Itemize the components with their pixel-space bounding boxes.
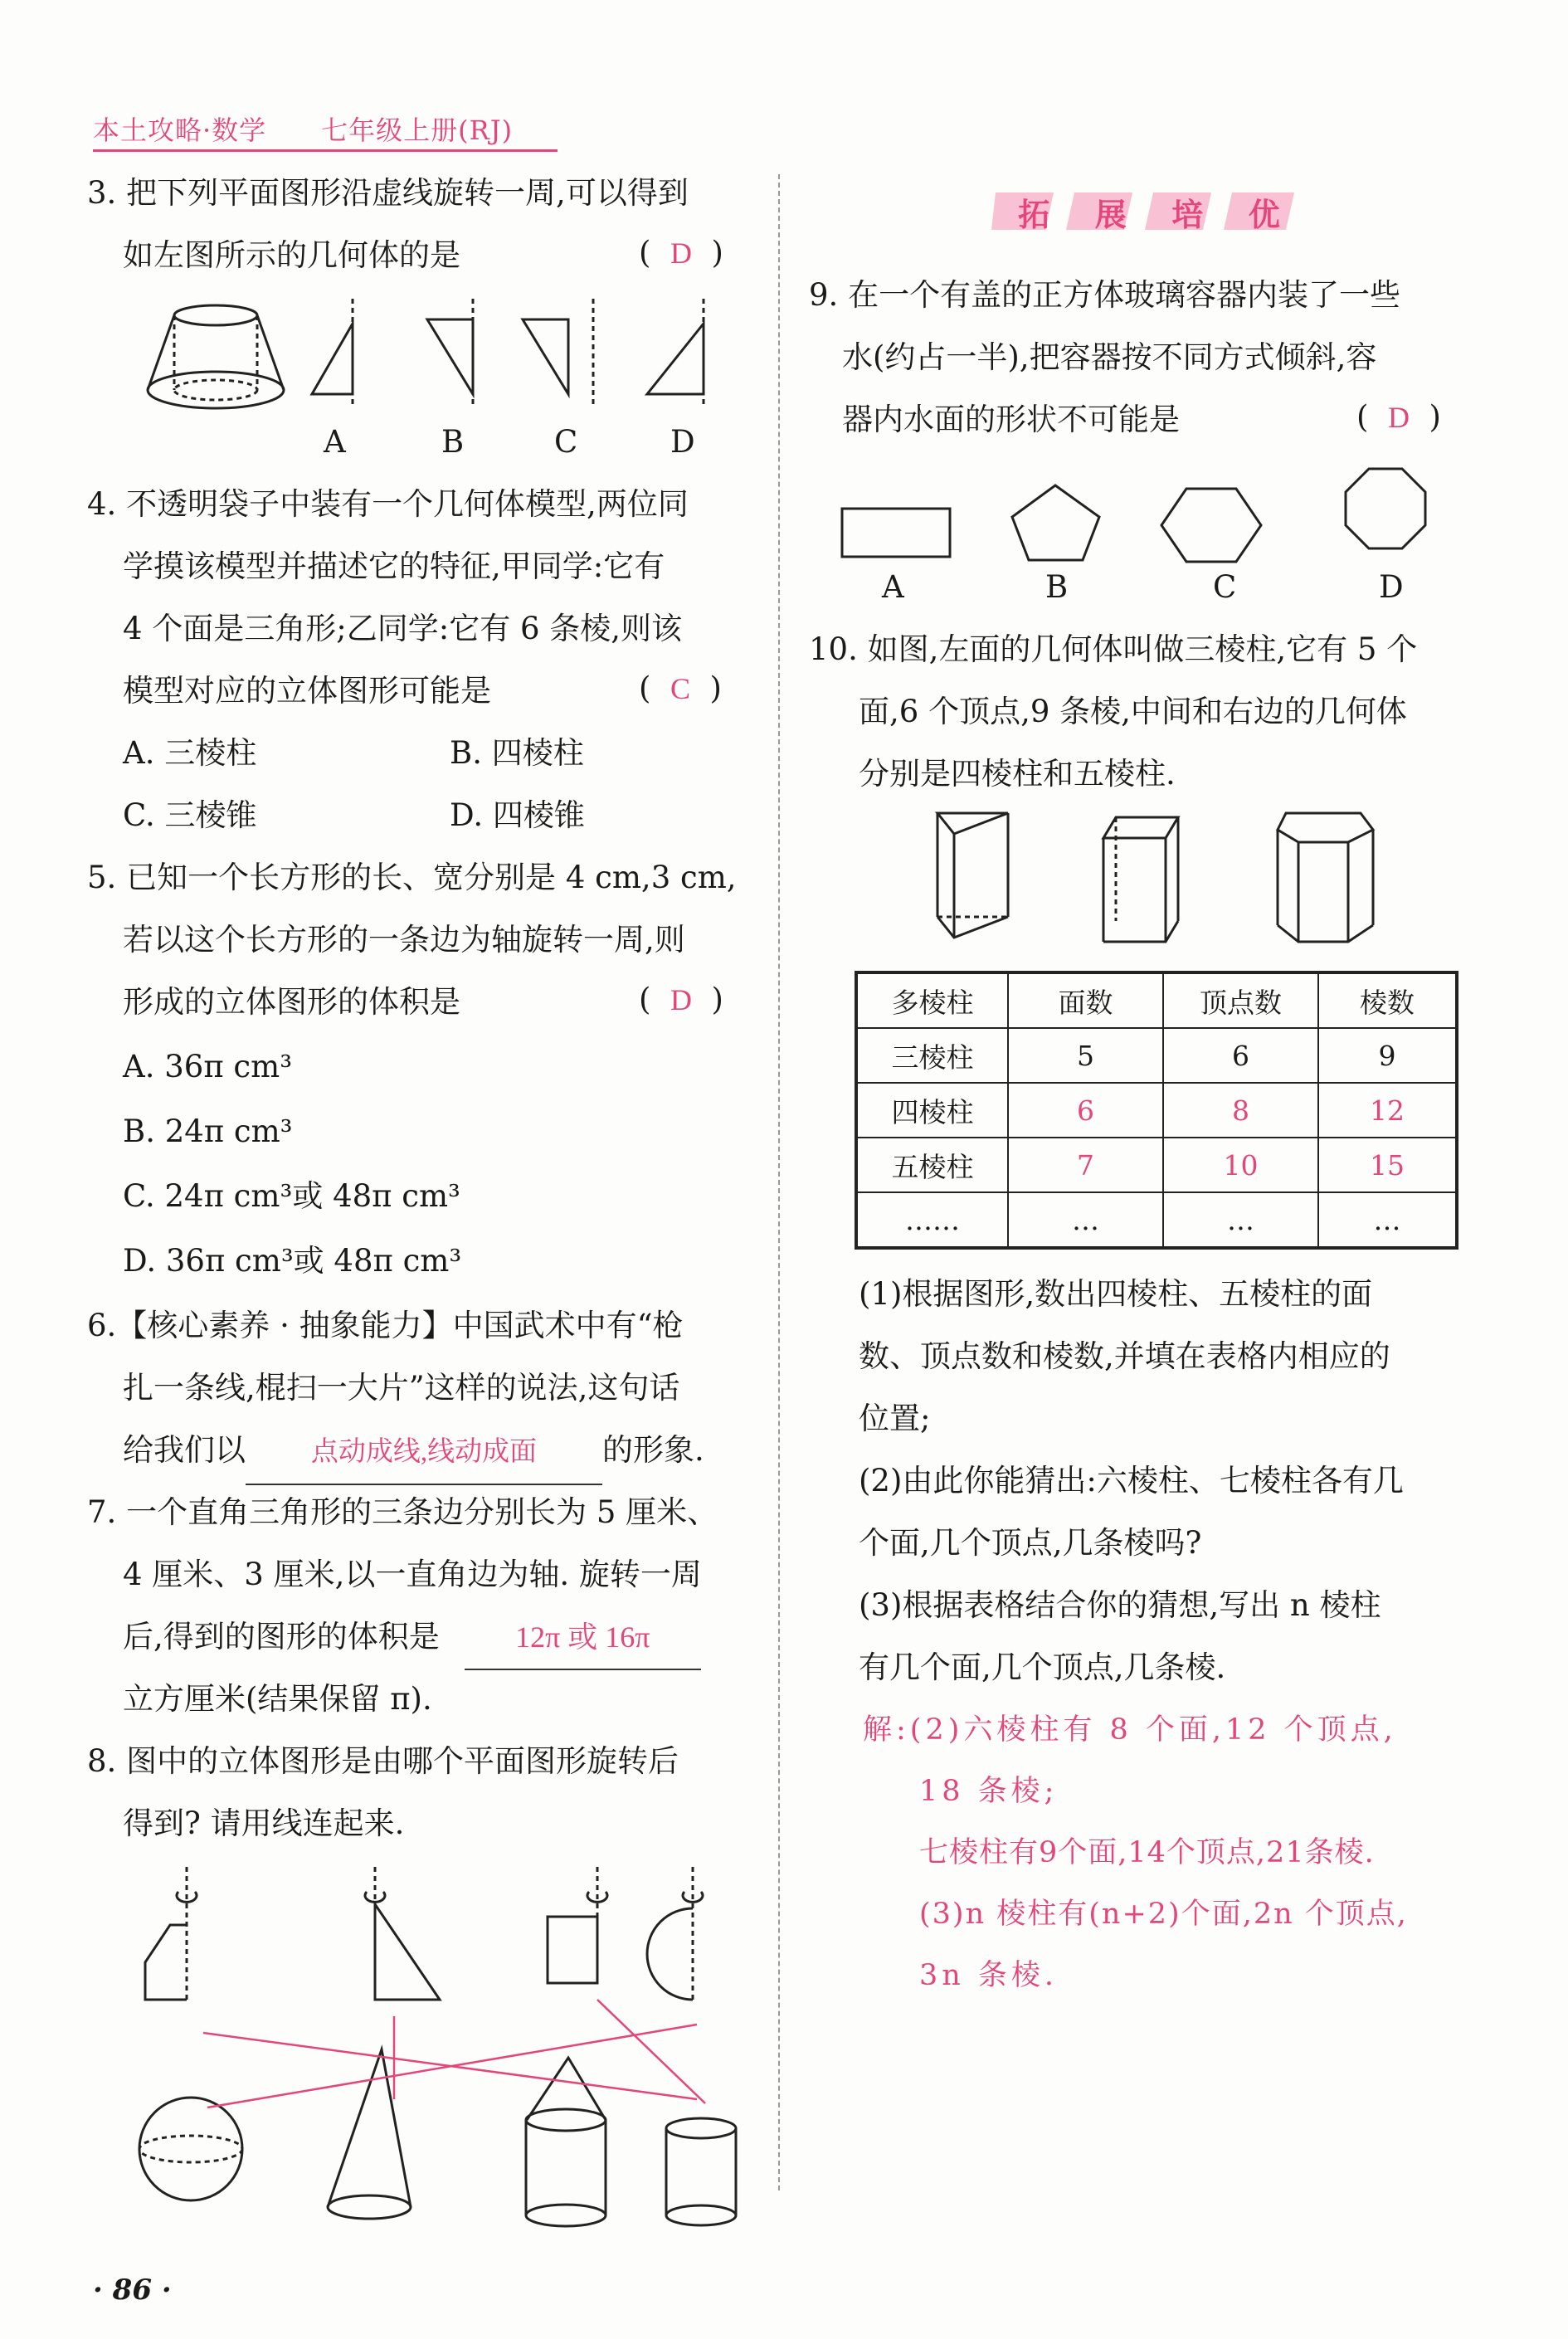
table-header-cell: 顶点数 <box>1163 972 1318 1028</box>
q9-line2: 水(约占一半),把容器按不同方式倾斜,容 <box>842 339 1377 375</box>
table-header-cell: 棱数 <box>1318 972 1457 1028</box>
table-cell: 五棱柱 <box>856 1138 1008 1192</box>
q10-line1: 10. 如图,左面的几何体叫做三棱柱,它有 5 个 <box>809 631 1418 667</box>
q4-option-d: D. 四棱锥 <box>450 797 585 833</box>
q10-sub3-line2: 有几个面,几个顶点,几条棱. <box>859 1649 1226 1685</box>
table-cell: …… <box>856 1192 1008 1248</box>
option-b-triangle <box>427 299 473 407</box>
q5-answer-bracket: ( D ) <box>639 982 723 1017</box>
q4-line3: 4 个面是三角形;乙同学:它有 6 条棱,则该 <box>123 611 683 646</box>
solid-cylinder <box>666 2118 736 2225</box>
table-cell: 三棱柱 <box>856 1028 1008 1083</box>
q5-option-b: B. 24π cm³ <box>123 1113 293 1149</box>
answer-lines <box>203 2000 705 2108</box>
q4-option-a: A. 三棱柱 <box>123 735 257 771</box>
q9-option-b-label: B <box>1045 569 1069 605</box>
q10-line2: 面,6 个顶点,9 条棱,中间和右边的几何体 <box>859 694 1407 729</box>
q10-sub1-line1: (1)根据图形,数出四棱柱、五棱柱的面 <box>859 1276 1373 1312</box>
q10-solution-line1: 解:(2)六棱柱有 8 个面,12 个顶点, <box>863 1713 1397 1747</box>
frustum-figure <box>148 305 284 408</box>
prism-table <box>855 971 1458 1250</box>
q7-line4: 立方厘米(结果保留 π). <box>123 1681 432 1717</box>
solid-sphere <box>139 2098 242 2200</box>
q4-option-b: B. 四棱柱 <box>450 735 584 771</box>
q9-shapes <box>838 452 1468 568</box>
q9-option-c-label: C <box>1213 569 1237 605</box>
table-cell: 9 <box>1318 1028 1457 1083</box>
q10-solution-line2: 18 条棱; <box>919 1775 1059 1808</box>
q5-line1: 5. 已知一个长方形的长、宽分别是 4 cm,3 cm, <box>87 860 737 895</box>
header-rule <box>93 149 558 152</box>
shape-rectangle <box>842 509 950 557</box>
table-cell: 四棱柱 <box>856 1083 1008 1138</box>
table-header-cell: 多棱柱 <box>856 972 1008 1028</box>
q7-line3 <box>123 1606 701 1670</box>
pentagonal-prism <box>1278 813 1373 942</box>
table-header-row <box>856 972 1457 1028</box>
table-cell-answer: 15 <box>1318 1138 1457 1192</box>
q10-sub1-line3: 位置; <box>859 1401 931 1436</box>
q6-line3 <box>123 1419 704 1485</box>
q6-line1: 6.【核心素养 · 抽象能力】中国武术中有“枪 <box>87 1308 684 1343</box>
q4-answer: C <box>670 672 690 705</box>
q5-line3: 形成的立体图形的体积是 <box>123 984 460 1020</box>
q6-line3-pre: 给我们以 <box>123 1432 246 1468</box>
q8-line1: 8. 图中的立体图形是由哪个平面图形旋转后 <box>87 1743 679 1779</box>
plane-figure-trapezoid <box>145 1867 197 2000</box>
section-title-char-2: 展 <box>1094 196 1127 233</box>
q3-option-b-label: B <box>441 424 465 460</box>
q10-solution-line4: (3)n 棱柱有(n+2)个面,2n 个顶点, <box>919 1898 1408 1931</box>
q7-line3-pre: 后,得到的图形的体积是 <box>123 1619 440 1654</box>
shape-pentagon <box>1012 485 1099 560</box>
q6-line3-post: 的形象. <box>602 1432 704 1468</box>
q5-option-d: D. 36π cm³或 48π cm³ <box>123 1243 462 1279</box>
section-title-char-3: 培 <box>1171 196 1204 233</box>
running-header: 本土攻略·数学 七年级上册(RJ) <box>93 115 514 146</box>
q8-matching-figure <box>124 1867 755 2257</box>
q9-answer: D <box>1387 401 1410 434</box>
q3-option-d-label: D <box>670 424 695 460</box>
column-divider <box>778 174 780 2190</box>
q10-sub2-line1: (2)由此你能猜出:六棱柱、七棱柱各有几 <box>859 1463 1404 1498</box>
plane-figure-right-triangle <box>365 1867 440 2000</box>
q3-line1: 3. 把下列平面图形沿虚线旋转一周,可以得到 <box>87 175 689 211</box>
triangular-prism <box>937 813 1008 938</box>
table-header-cell: 面数 <box>1008 972 1163 1028</box>
q4-option-c: C. 三棱锥 <box>123 797 257 833</box>
plane-figure-rectangle <box>548 1867 607 1983</box>
table-cell-answer: 6 <box>1008 1083 1163 1138</box>
q6-line2: 扎一条线,棍扫一大片”这样的说法,这句话 <box>123 1370 680 1406</box>
table-cell: … <box>1008 1192 1163 1248</box>
table-cell-answer: 12 <box>1318 1083 1457 1138</box>
q9-option-d-label: D <box>1379 569 1404 605</box>
q10-prisms <box>929 809 1427 958</box>
q7-line1: 7. 一个直角三角形的三条边分别长为 5 厘米、 <box>87 1494 718 1530</box>
q10-sub2-line2: 个面,几个顶点,几条棱吗? <box>859 1525 1202 1561</box>
q8-line2: 得到? 请用线连起来. <box>123 1805 405 1841</box>
q7-line2: 4 厘米、3 厘米,以一直角边为轴. 旋转一周 <box>123 1557 702 1592</box>
section-title-char-1: 拓 <box>1018 196 1050 233</box>
q10-solution-line3: 七棱柱有9个面,14个顶点,21条棱. <box>919 1836 1375 1869</box>
q5-line2: 若以这个长方形的一条边为轴旋转一周,则 <box>123 922 685 958</box>
q10-line3: 分别是四棱柱和五棱柱. <box>859 756 1176 792</box>
q9-option-a-label: A <box>882 569 904 605</box>
q4-line1: 4. 不透明袋子中装有一个几何体模型,两位同 <box>87 486 689 522</box>
solid-cone-on-cylinder <box>526 2058 606 2226</box>
table-cell: … <box>1318 1192 1457 1248</box>
table-cell-answer: 10 <box>1163 1138 1318 1192</box>
q3-option-a-label: A <box>324 424 346 460</box>
table-row <box>856 1083 1457 1138</box>
section-title-char-4: 优 <box>1248 196 1280 233</box>
q3-answer: D <box>670 236 692 270</box>
table-cell-answer: 8 <box>1163 1083 1318 1138</box>
q4-line4: 模型对应的立体图形可能是 <box>123 673 491 709</box>
table-cell: 5 <box>1008 1028 1163 1083</box>
shape-octagon <box>1346 469 1425 548</box>
table-row <box>856 1028 1457 1083</box>
q9-line3: 器内水面的形状不可能是 <box>842 402 1180 437</box>
q10-sub1-line2: 数、顶点数和棱数,并填在表格内相应的 <box>859 1338 1390 1374</box>
option-c-triangle <box>523 299 593 407</box>
table-cell: 6 <box>1163 1028 1318 1083</box>
option-a-triangle <box>312 299 353 407</box>
q4-line2: 学摸该模型并描述它的特征,甲同学:它有 <box>123 548 665 584</box>
section-title-banner <box>996 184 1303 236</box>
plane-figure-semicircle <box>647 1867 703 2000</box>
q9-answer-bracket: ( D ) <box>1356 399 1441 435</box>
q4-answer-bracket: ( C ) <box>639 670 722 706</box>
table-cell-answer: 7 <box>1008 1138 1163 1192</box>
q10-solution-line5: 3n 条棱. <box>919 1959 1059 1992</box>
table-row <box>856 1138 1457 1192</box>
q3-option-c-label: C <box>554 424 578 460</box>
q5-option-a: A. 36π cm³ <box>123 1049 293 1084</box>
q10-sub3-line1: (3)根据表格结合你的猜想,写出 n 棱柱 <box>859 1587 1381 1623</box>
q3-line2: 如左图所示的几何体的是 <box>123 237 460 273</box>
shape-hexagon <box>1161 489 1261 562</box>
table-cell: … <box>1163 1192 1318 1248</box>
q5-option-c: C. 24π cm³或 48π cm³ <box>123 1178 460 1214</box>
page-number: · 86 · <box>93 2273 172 2307</box>
q6-answer: 点动成线,线动成面 <box>246 1421 602 1485</box>
table-row <box>856 1192 1457 1248</box>
option-d-triangle <box>647 299 704 407</box>
q3-answer-bracket: ( D ) <box>639 235 723 270</box>
q7-answer: 12π 或 16π <box>465 1606 701 1670</box>
q9-line1: 9. 在一个有盖的正方体玻璃容器内装了一些 <box>809 277 1401 313</box>
quadrangular-prism <box>1103 817 1178 942</box>
q5-answer: D <box>670 983 692 1016</box>
